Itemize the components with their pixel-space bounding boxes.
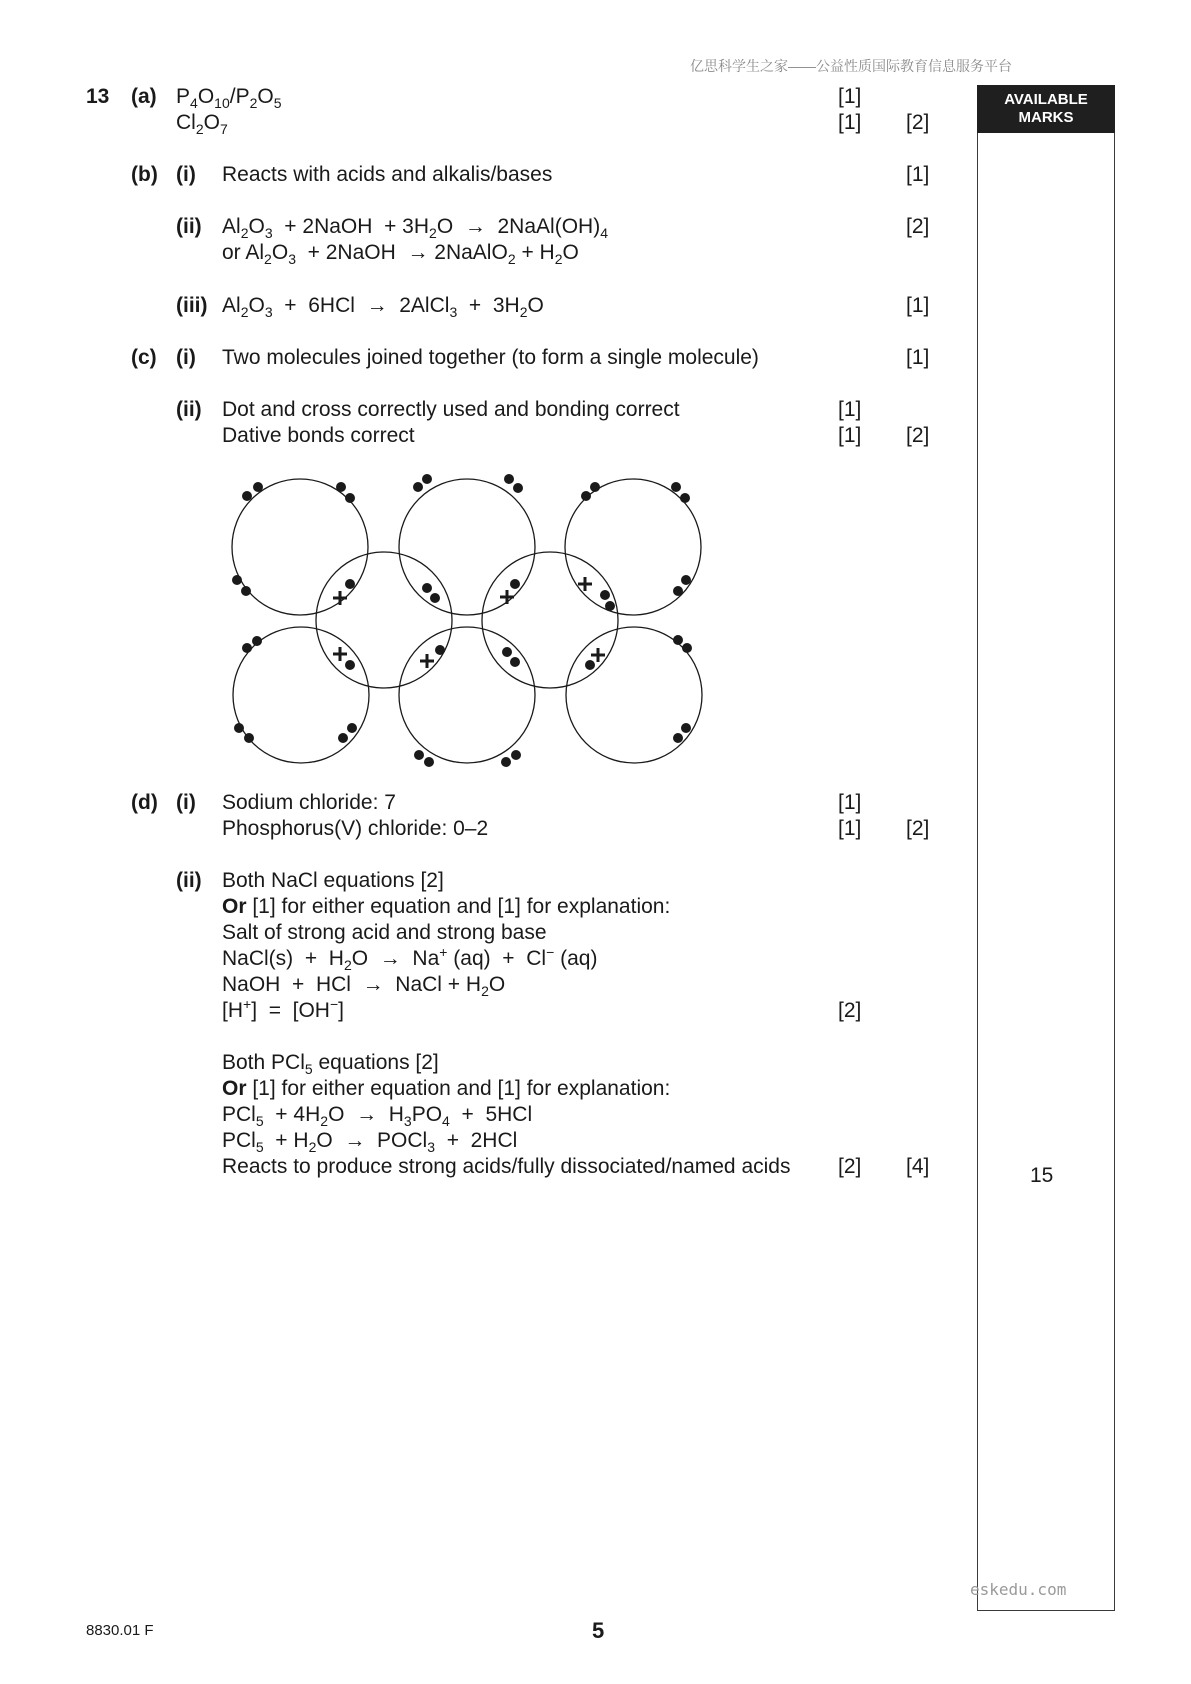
part-b-iii-equation: $Al_2O_3 + 6HCl$ → 2AlCl$_3$ + $3H_2O$ <box>222 294 544 321</box>
cl-shell-top-middle <box>399 479 535 615</box>
naoh-hcl-equation: NaOH + HCl → NaCl + $H_2O$ <box>222 973 506 1000</box>
part-d-i-mark-2: [1] <box>838 817 862 840</box>
cl-shell-bottom-left <box>233 627 369 763</box>
part-d-i-line-2: Phosphorus(V) chloride: 0–2 <box>222 817 489 840</box>
part-c-i-total: [1] <box>906 346 930 369</box>
part-c-label: (c) <box>131 346 157 369</box>
nacl-dissolving-equation: NaCl(s) + $H_2O \to Na^+$ (aq) + Cl− (aq) <box>222 944 598 974</box>
heading-line-2: MARKS <box>1018 109 1074 126</box>
part-a-formula-1: $P_4O_{10}/P_2O_5$ <box>176 85 282 112</box>
heading-line-1: AVAILABLE <box>1004 91 1088 108</box>
final-explanation: Reacts to produce strong acids/fully dissociated/named acids <box>222 1155 791 1178</box>
or-word: Or <box>222 895 247 918</box>
part-c-i-label: (i) <box>176 346 196 369</box>
part-b-label: (b) <box>131 163 158 186</box>
part-d-label: (d) <box>131 791 158 814</box>
part-b-i-label: (i) <box>176 163 196 186</box>
part-a-mark-2: [1] <box>838 111 862 134</box>
part-d-i-label: (i) <box>176 791 196 814</box>
part-b-i-total: [1] <box>906 163 930 186</box>
part-d-i-total: [2] <box>906 817 930 840</box>
pcl5-heading-rest: equations [2] <box>312 1051 439 1074</box>
part-b-ii-equation-1: $Al_2O_3$ + 2NaOH + $3H_2O$ → $2NaAl(OH)_4$ <box>222 215 608 242</box>
al-shell-right <box>482 552 618 688</box>
pcl5-or-line <box>222 1076 670 1102</box>
pcl5-partial-hydrolysis-equation: $PCl_5 + H_2O$ → POCl$_3$ + 2HCl <box>222 1129 518 1156</box>
part-d-i-line-1: Sodium chloride: 7 <box>222 791 396 814</box>
part-a-label: (a) <box>131 85 157 108</box>
header-note: 亿思科学生之家——公益性质国际教育信息服务平台 <box>690 58 1012 74</box>
al-shell-left <box>316 552 452 688</box>
part-d-ii-total: [4] <box>906 1155 930 1178</box>
final-mark: [2] <box>838 1155 862 1178</box>
or-rest: [1] for either equation and [1] for explanation: <box>246 895 671 918</box>
pcl5-or-rest: [1] for either equation and [1] for explanation: <box>246 1077 671 1100</box>
nacl-heading: Both NaCl equations [2] <box>222 869 444 892</box>
part-c-ii-label: (ii) <box>176 398 202 421</box>
available-marks-column <box>977 85 1115 1611</box>
pcl5-or-word: Or <box>222 1077 247 1100</box>
al2cl6-dot-cross-diagram <box>220 470 720 770</box>
cl-shell-bottom-right <box>566 627 702 763</box>
or-prefix: or <box>222 241 241 264</box>
part-b-ii-equation-2: or $Al_2O_3$ + 2NaOH → 2NaAlO$_2$ + $H_2O$ <box>222 241 579 268</box>
part-d-ii-label: (ii) <box>176 869 202 892</box>
pcl5-heading: Both PCl$_5$ equations [2] <box>222 1051 439 1078</box>
part-d-i-mark-1: [1] <box>838 791 862 814</box>
part-b-ii-label: (ii) <box>176 215 202 238</box>
part-c-i-text: Two molecules joined together (to form a single molecule) <box>222 346 759 369</box>
part-a-formula-2: $Cl_2O_7$ <box>176 111 228 138</box>
available-marks-total: 15 <box>1030 1164 1054 1187</box>
available-marks-heading <box>977 85 1115 133</box>
paper-code: 8830.01 F <box>86 1622 154 1639</box>
part-c-ii-mark-1: [1] <box>838 398 862 421</box>
part-c-ii-line-2: Dative bonds correct <box>222 424 415 447</box>
part-c-ii-total: [2] <box>906 424 930 447</box>
page-number: 5 <box>592 1618 605 1643</box>
part-a-total: [2] <box>906 111 930 134</box>
cl-shell-bottom-middle <box>399 627 535 763</box>
watermark: eskedu.com <box>970 1580 1067 1599</box>
h-oh-equality: [H+] = [OH−] <box>222 996 344 1022</box>
question-number: 13 <box>86 85 110 108</box>
nacl-or-line <box>222 894 670 920</box>
part-c-ii-line-1: Dot and cross correctly used and bonding correct <box>222 398 680 421</box>
pcl5-full-hydrolysis-equation: $PCl_5 + 4H_2O \to H_3PO_4 + 5HCl$ <box>222 1103 533 1130</box>
part-b-iii-label: (iii) <box>176 294 208 317</box>
part-b-iii-total: [1] <box>906 294 930 317</box>
part-b-i-text: Reacts with acids and alkalis/bases <box>222 163 553 186</box>
part-b-ii-total: [2] <box>906 215 930 238</box>
part-a-mark-1: [1] <box>838 85 862 108</box>
part-c-ii-mark-2: [1] <box>838 424 862 447</box>
nacl-mark: [2] <box>838 999 862 1022</box>
salt-explanation: Salt of strong acid and strong base <box>222 921 547 944</box>
